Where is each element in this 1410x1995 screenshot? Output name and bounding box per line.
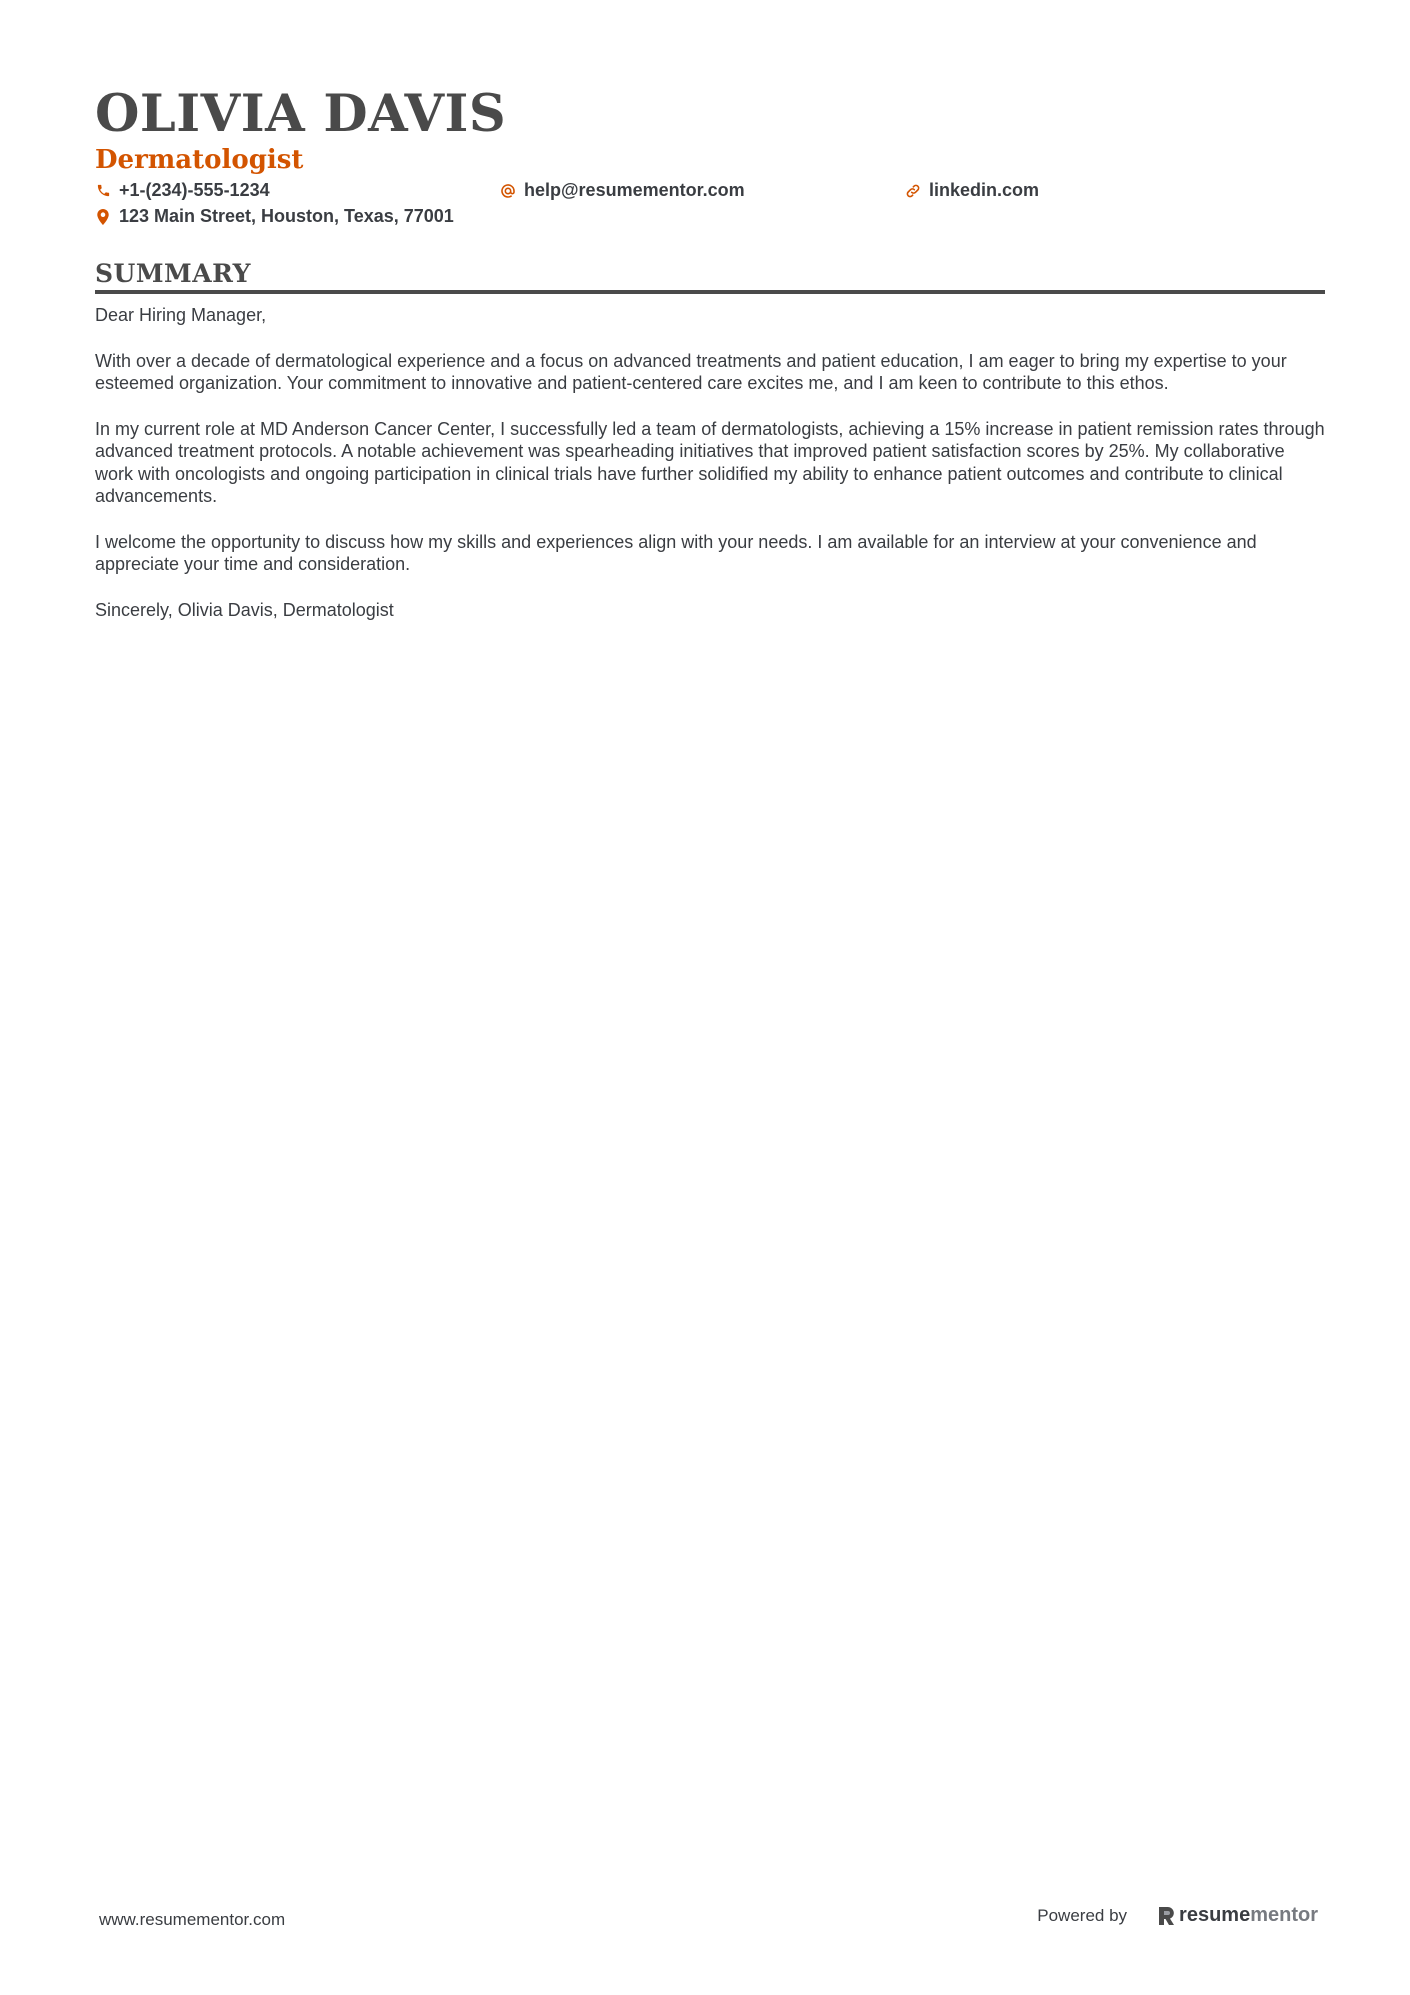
header — [95, 84, 1325, 232]
phone-icon — [95, 183, 111, 199]
footer-website[interactable]: www.resumementor.com — [99, 1910, 286, 1929]
candidate-name: OLIVIA DAVIS — [95, 84, 507, 144]
address-contact — [95, 206, 454, 227]
footer-branding — [1037, 1904, 1318, 1927]
resumementor-logo-icon — [1157, 1905, 1175, 1927]
link-icon — [905, 183, 921, 199]
powered-by-label: Powered by — [1037, 1905, 1128, 1925]
section-divider — [95, 290, 1325, 294]
letter-paragraph: In my current role at MD Anderson Cancer Center, I successfully led a team of dermatologists, achieving a 15% increase in patient remission rates through advanced treatment protocols. A notable achievement was spearheading initiatives that improved patient satisfaction scores by 25%. My collaborative work with oncologists and ongoing participation in clinical trials have further solidified my ability to enhance patient outcomes and contribute to clinical advancements. — [95, 418, 1325, 506]
email-contact[interactable] — [500, 180, 745, 201]
brand-text-resume: resume — [1179, 1904, 1251, 1926]
contact-info — [95, 180, 1325, 232]
salutation: Dear Hiring Manager, — [95, 305, 267, 325]
summary-section — [95, 258, 1325, 644]
letter-paragraph: I welcome the opportunity to discuss how my skills and experiences align with your needs. I am available for an interview at your convenience and appreciate your time and consideration. — [95, 531, 1257, 574]
closing: Sincerely, Olivia Davis, Dermatologist — [95, 599, 394, 620]
job-title: Dermatologist — [95, 145, 304, 175]
letter-body — [95, 304, 1325, 621]
address-text: 123 Main Street, Houston, Texas, 77001 — [119, 206, 454, 226]
phone-contact — [95, 180, 270, 201]
linkedin-contact[interactable] — [905, 180, 1039, 201]
brand-text-mentor: mentor — [1250, 1904, 1318, 1926]
location-pin-icon — [95, 209, 111, 225]
linkedin-text[interactable]: linkedin.com — [929, 180, 1040, 200]
phone-text: +1-(234)-555-1234 — [119, 180, 270, 200]
letter-paragraph: With over a decade of dermatological experience and a focus on advanced treatments and patient education, I am eager to bring my expertise to your esteemed organization. Your commitment to innovative and patient-centered care excites me, and I am keen to contribute to this ethos. — [95, 350, 1287, 393]
section-heading: SUMMARY — [95, 259, 251, 288]
at-icon — [500, 183, 516, 199]
brand-logo — [1157, 1904, 1318, 1927]
email-text[interactable]: help@resumementor.com — [524, 180, 745, 200]
